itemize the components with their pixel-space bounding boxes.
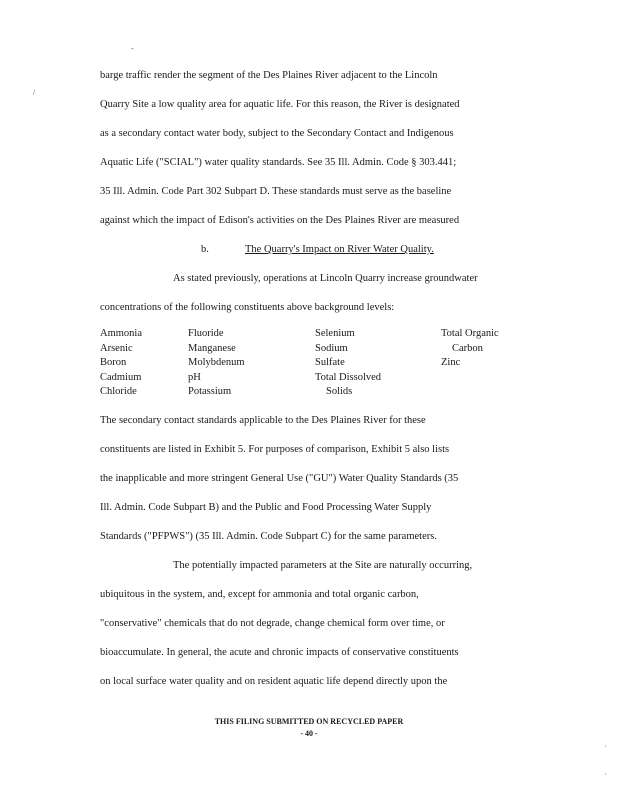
constituent: Fluoride [188, 328, 224, 339]
constituents-column [441, 327, 499, 371]
constituent: Potassium [188, 386, 232, 398]
paragraph-line: As stated previously, operations at Lincoln Quarry increase groundwater [173, 273, 478, 284]
paragraph-line: concentrations of the following constituents above background levels: [100, 302, 395, 313]
paragraph-line: on local surface water quality and on resident aquatic life depend directly upon the [100, 676, 448, 687]
constituent: Sodium [315, 342, 348, 354]
paragraph-line: the inapplicable and more stringent General Use ("GU") Water Quality Standards (35 [100, 473, 459, 484]
paragraph-line: The potentially impacted parameters at the Site are naturally occurring, [173, 560, 473, 571]
scan-speck: - [131, 44, 134, 53]
constituent: Total Dissolved [315, 371, 382, 383]
scan-speck: · [604, 770, 607, 779]
paragraph-line: "conservative" chemicals that do not degrade, change chemical form over time, or [100, 618, 445, 629]
paragraph-line: 35 Ill. Admin. Code Part 302 Subpart D. These standards must serve as the baseline [100, 186, 452, 197]
paragraph-line: Quarry Site a low quality area for aquatic life. For this reason, the River is designated [100, 99, 460, 110]
paragraph-line: constituents are listed in Exhibit 5. For purposes of comparison, Exhibit 5 also lists [100, 444, 450, 455]
constituents-column [100, 327, 142, 400]
paragraph-line: bioaccumulate. In general, the acute and chronic impacts of conservative constituents [100, 647, 459, 658]
paragraph-line: Aquatic Life ("SCIAL") water quality standards. See 35 Ill. Admin. Code § 303.441; [100, 157, 457, 168]
paragraph-line: Standards ("PFPWS") (35 Ill. Admin. Code Subpart C) for the same parameters. [100, 531, 437, 542]
constituent: Zinc [441, 357, 461, 369]
constituent: Chloride [100, 386, 137, 398]
paragraph-line: barge traffic render the segment of the Des Plaines River adjacent to the Lincoln [100, 70, 438, 81]
recycled-paper-notice: THIS FILING SUBMITTED ON RECYCLED PAPER [214, 717, 404, 726]
constituent-continuation: Solids [326, 386, 353, 398]
constituent: Manganese [188, 342, 236, 354]
constituents-column [188, 327, 245, 400]
page-number: - 40 - [300, 729, 318, 738]
paragraph-line: against which the impact of Edison's activities on the Des Plaines River are measured [100, 215, 460, 226]
constituent-continuation: Carbon [452, 342, 483, 354]
section-letter: b. [201, 244, 209, 255]
scan-speck: · [604, 742, 607, 751]
constituent: Arsenic [100, 342, 133, 354]
paragraph-line: Ill. Admin. Code Subpart B) and the Public and Food Processing Water Supply [100, 502, 432, 513]
constituent: Cadmium [100, 371, 142, 383]
constituent: Sulfate [315, 357, 345, 369]
constituents-column [315, 327, 381, 400]
constituent: Total Organic [441, 328, 499, 339]
constituent: Boron [100, 357, 127, 369]
constituent: pH [188, 371, 201, 383]
constituent: Ammonia [100, 328, 142, 339]
constituent: Selenium [315, 328, 355, 339]
paragraph-line: as a secondary contact water body, subject to the Secondary Contact and Indigenous [100, 128, 454, 139]
paragraph-line: ubiquitous in the system, and, except for ammonia and total organic carbon, [100, 589, 419, 600]
section-title: The Quarry's Impact on River Water Quality. [245, 244, 434, 255]
paragraph-line: The secondary contact standards applicable to the Des Plaines River for these [100, 415, 426, 426]
constituent: Molybdenum [188, 357, 245, 369]
scan-speck: / [33, 88, 36, 97]
